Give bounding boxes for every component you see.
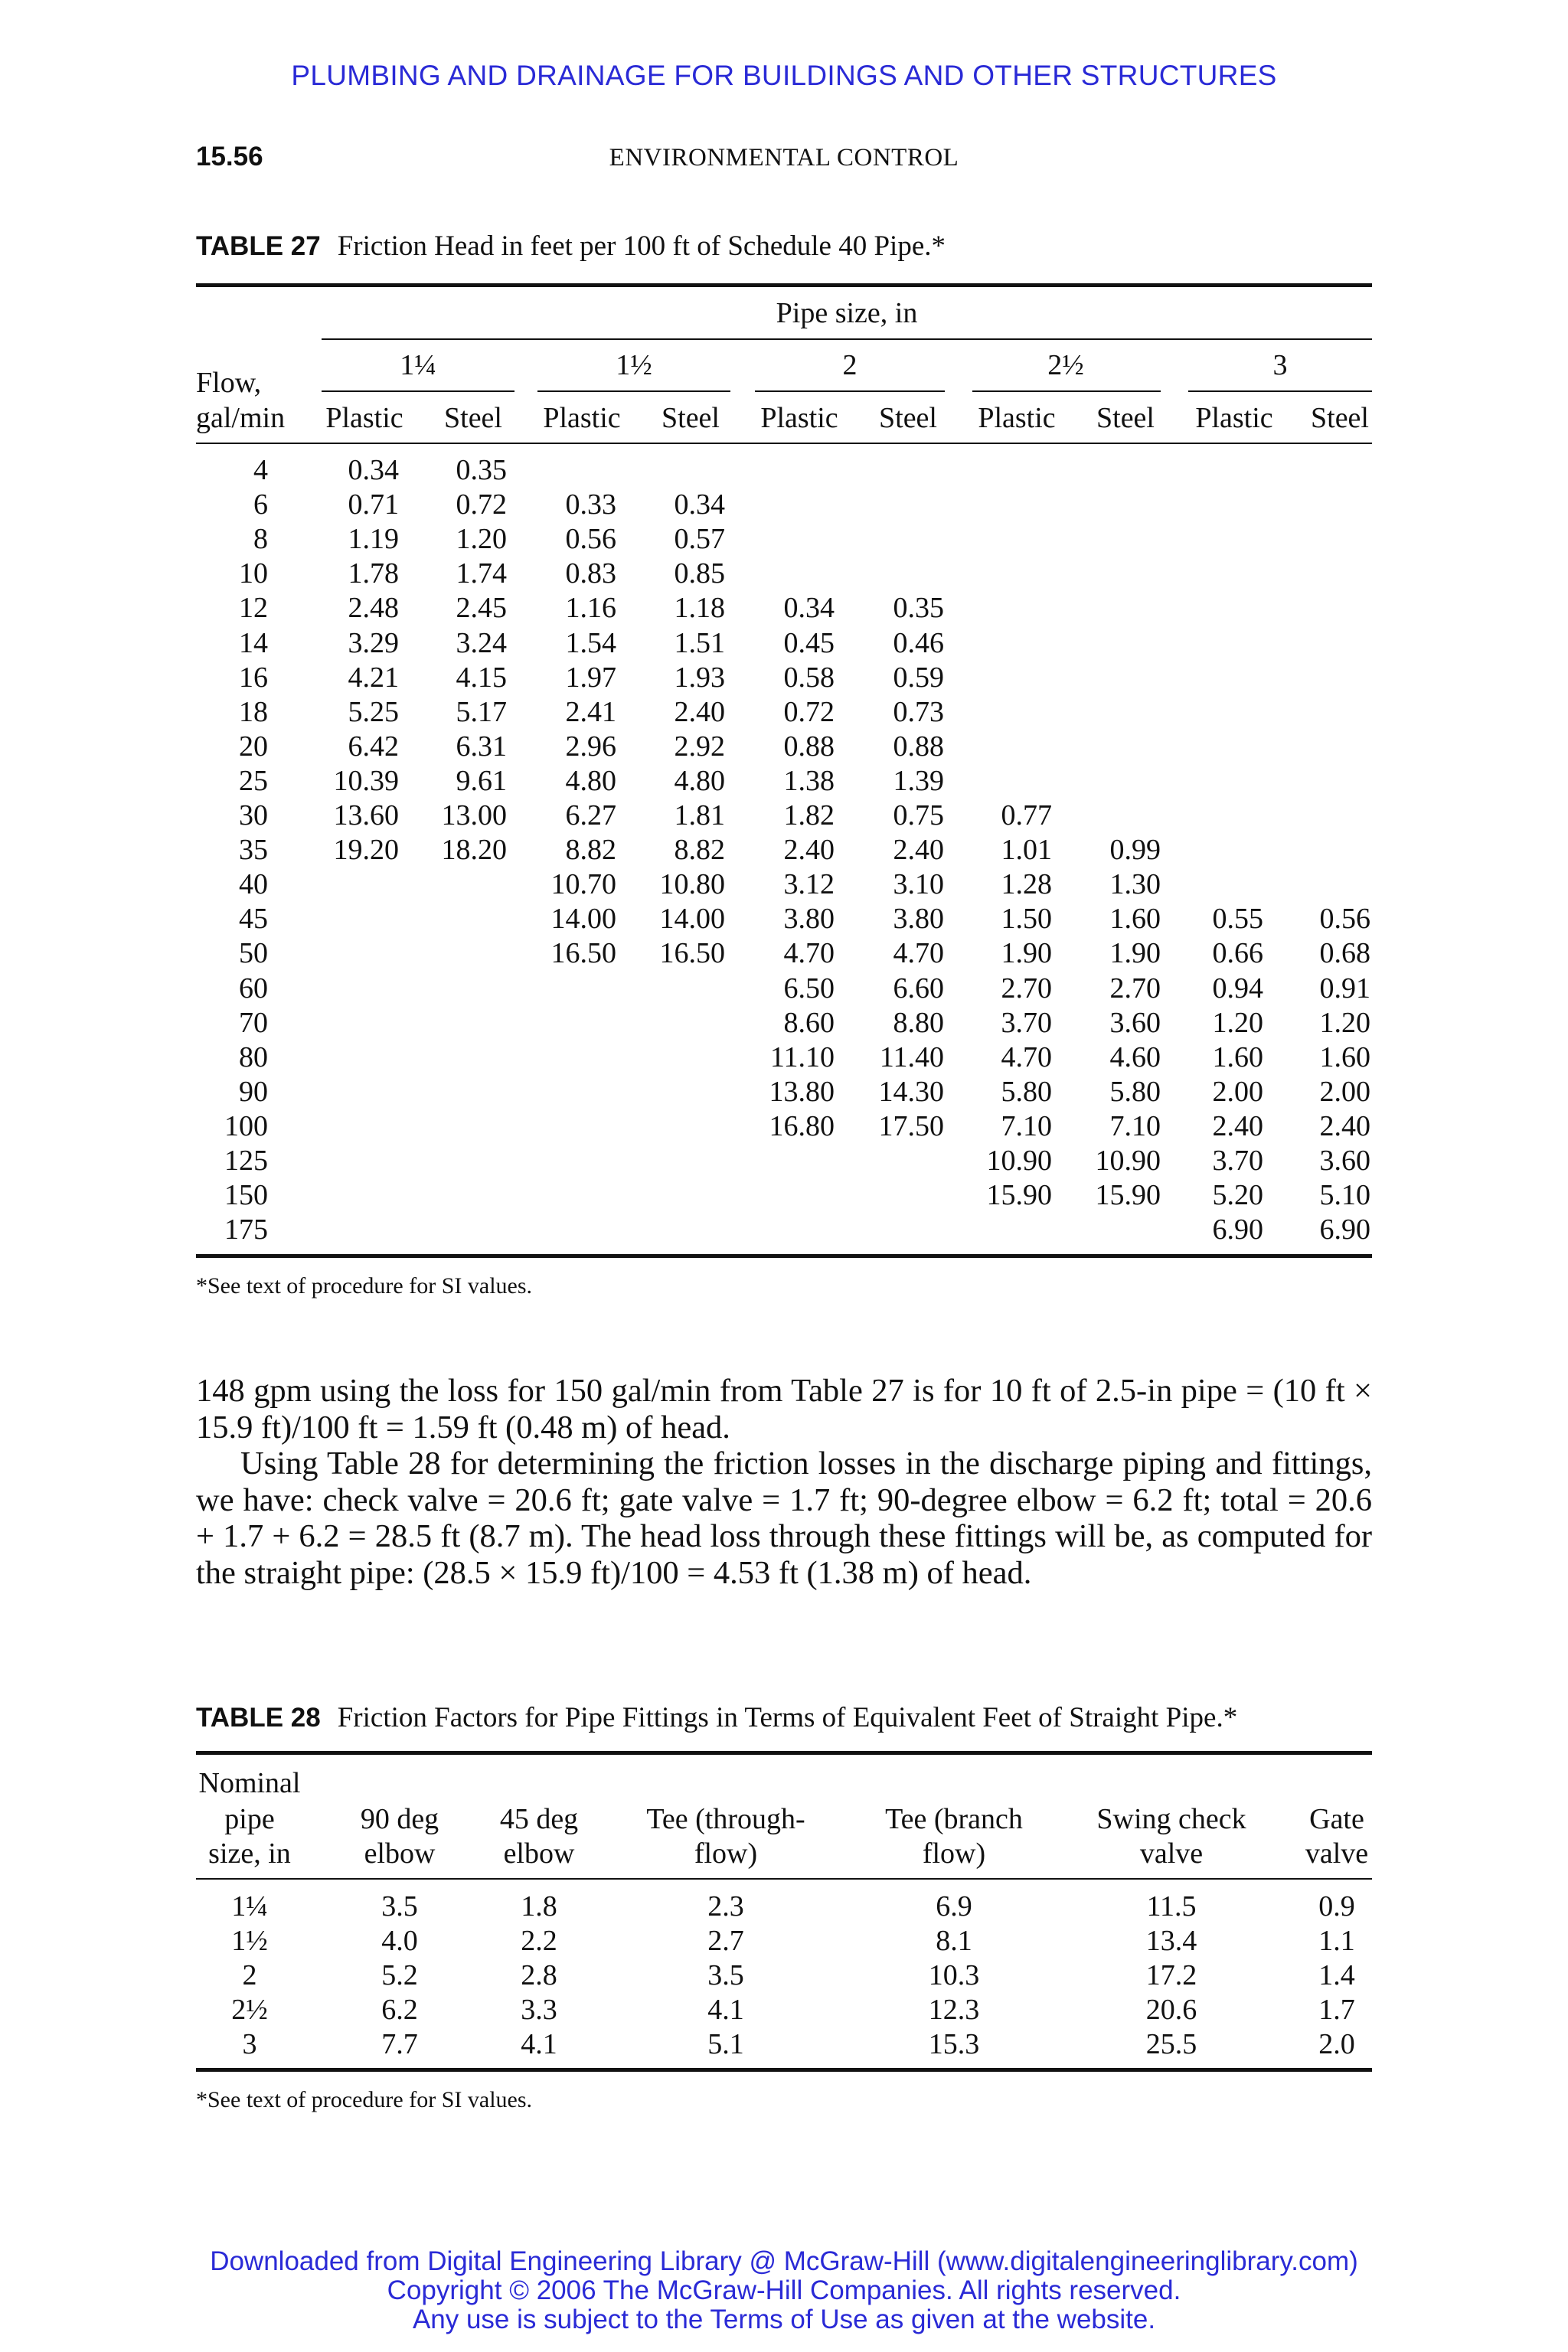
friction-value: 1.20 (1319, 1006, 1370, 1039)
flow-value: 80 (239, 1040, 268, 1073)
table-27-footnote: *See text of procedure for SI values. (196, 1273, 533, 1298)
table-27-title: Friction Head in feet per 100 ft of Schedule 40 Pipe.* (337, 230, 946, 262)
friction-value: 14.00 (659, 903, 725, 936)
table-28-title: Friction Factors for Pipe Fittings in Terms of Equivalent Feet of Straight Pipe.* (337, 1702, 1238, 1733)
friction-value: 1.60 (1319, 1040, 1370, 1073)
friction-value: 3.60 (1319, 1145, 1370, 1177)
friction-value: 5.25 (348, 695, 399, 728)
friction-value: 2.40 (674, 695, 725, 728)
equivalent-feet-value: 1.7 (1318, 1994, 1355, 2026)
friction-value: 1.20 (1212, 1006, 1263, 1039)
material-header: Plastic (760, 402, 838, 434)
friction-value: 0.75 (893, 799, 944, 831)
pipe-size-rule (1188, 390, 1372, 392)
friction-value: 0.34 (348, 454, 399, 486)
friction-value: 3.24 (456, 626, 507, 659)
column-header: valve (1305, 1838, 1369, 1870)
material-header: Plastic (325, 402, 403, 434)
material-header: Plastic (1195, 402, 1273, 434)
flow-value: 18 (239, 695, 268, 728)
friction-value: 0.72 (456, 488, 507, 521)
pipe-size-header: 2½ (1047, 349, 1084, 381)
equivalent-feet-value: 17.2 (1145, 1959, 1197, 1991)
friction-value: 1.51 (674, 626, 725, 659)
column-header: 45 deg (499, 1803, 579, 1835)
friction-value: 1.78 (348, 557, 399, 590)
friction-value: 4.70 (1001, 1040, 1052, 1073)
friction-value: 0.73 (893, 695, 944, 728)
friction-value: 6.90 (1212, 1214, 1263, 1246)
friction-value: 0.34 (783, 592, 835, 625)
friction-value: 1.82 (783, 799, 835, 831)
flow-value: 4 (253, 454, 268, 486)
column-header: flow) (922, 1838, 986, 1870)
spanner-header: Pipe size, in (776, 297, 918, 329)
equivalent-feet-value: 1.4 (1318, 1959, 1355, 1991)
friction-value: 2.70 (1001, 972, 1052, 1004)
running-head (196, 142, 1372, 180)
friction-value: 14.00 (550, 903, 616, 936)
flow-value: 10 (239, 557, 268, 590)
equivalent-feet-value: 12.3 (928, 1994, 980, 2026)
friction-value: 11.40 (879, 1040, 944, 1073)
friction-value: 0.72 (783, 695, 835, 728)
friction-value: 2.96 (565, 730, 616, 763)
friction-value: 1.18 (674, 592, 725, 625)
friction-value: 2.70 (1109, 972, 1161, 1004)
material-header: Steel (879, 402, 937, 434)
equivalent-feet-value: 4.1 (707, 1994, 744, 2026)
friction-value: 3.29 (348, 626, 399, 659)
friction-value: 0.46 (893, 626, 944, 659)
equivalent-feet-value: 2.8 (521, 1959, 557, 1991)
flow-value: 90 (239, 1075, 268, 1108)
friction-value: 6.31 (456, 730, 507, 763)
column-header: flow) (694, 1838, 758, 1870)
friction-value: 2.41 (565, 695, 616, 728)
friction-value: 1.54 (565, 626, 616, 659)
friction-value: 1.16 (565, 592, 616, 625)
friction-value: 2.00 (1319, 1075, 1370, 1108)
equivalent-feet-value: 11.5 (1146, 1890, 1197, 1922)
friction-value: 0.56 (565, 523, 616, 556)
friction-value: 0.83 (565, 557, 616, 590)
pipe-size-header: 2 (842, 349, 858, 381)
equivalent-feet-value: 2.3 (707, 1890, 744, 1922)
friction-value: 0.59 (893, 661, 944, 694)
flow-value: 40 (239, 868, 268, 901)
flow-value: 14 (239, 626, 268, 659)
material-header: Plastic (543, 402, 621, 434)
equivalent-feet-value: 13.4 (1145, 1925, 1197, 1957)
friction-value: 0.71 (348, 488, 399, 521)
flow-value: 25 (239, 764, 268, 797)
friction-value: 16.50 (659, 937, 725, 970)
pipe-size-header: 1½ (616, 349, 652, 381)
friction-value: 8.82 (674, 834, 725, 867)
table-27-top-rule (196, 283, 1372, 287)
flow-value: 60 (239, 972, 268, 1004)
friction-value: 0.35 (456, 454, 507, 486)
friction-value: 4.60 (1109, 1040, 1161, 1073)
equivalent-feet-value: 4.1 (521, 2028, 557, 2060)
table-27-caption (196, 230, 1372, 263)
material-header: Steel (662, 402, 720, 434)
equivalent-feet-value: 2.7 (707, 1925, 744, 1957)
pipe-size-rule (537, 390, 730, 392)
friction-value: 15.90 (1095, 1179, 1161, 1212)
friction-value: 0.88 (893, 730, 944, 763)
friction-value: 0.91 (1319, 972, 1370, 1004)
friction-value: 7.10 (1109, 1109, 1161, 1142)
equivalent-feet-value: 6.2 (381, 1994, 418, 2026)
friction-value: 10.70 (550, 868, 616, 901)
friction-value: 15.90 (986, 1179, 1052, 1212)
friction-value: 0.85 (674, 557, 725, 590)
equivalent-feet-value: 25.5 (1145, 2028, 1197, 2060)
spanner-rule (322, 338, 1372, 340)
friction-value: 10.90 (986, 1145, 1052, 1177)
table-28-number: TABLE 28 (196, 1703, 321, 1733)
paragraph: Using Table 28 for determining the friction losses in the discharge piping and fittings, we have: check valve = 20.6 ft; gate valve = 1.7 ft; 90-degree elbow = 6.2 ft; total = 20.6 + 1.7 + 6.2 = 28.5 ft (8.7 m). The head loss through these fittings will be, as computed for the straight pipe: (28.5 × 15.9 ft)/100 = 4.53 ft (1.38 m) of head. (196, 1446, 1372, 1591)
friction-value: 0.55 (1212, 903, 1263, 936)
friction-value: 1.93 (674, 661, 725, 694)
flow-value: 50 (239, 937, 268, 970)
flow-header: gal/min (196, 402, 286, 434)
friction-value: 5.10 (1319, 1179, 1370, 1212)
friction-value: 14.30 (878, 1075, 944, 1108)
flow-value: 35 (239, 834, 268, 867)
friction-value: 6.60 (893, 972, 944, 1004)
paragraph: 148 gpm using the loss for 150 gal/min from Table 27 is for 10 ft of 2.5-in pipe = (10 ft × 15.9 ft)/100 ft = 1.59 ft (0.48 m) of head. (196, 1373, 1372, 1446)
equivalent-feet-value: 20.6 (1145, 1994, 1197, 2026)
page-number: 15.56 (196, 142, 263, 172)
friction-value: 1.81 (674, 799, 725, 831)
pipe-size-value: 1½ (231, 1925, 268, 1957)
equivalent-feet-value: 3.5 (381, 1890, 418, 1922)
flow-value: 6 (253, 488, 268, 521)
friction-value: 0.33 (565, 488, 616, 521)
flow-value: 8 (253, 523, 268, 556)
friction-value: 8.60 (783, 1006, 835, 1039)
column-header: Gate (1309, 1803, 1364, 1835)
equivalent-feet-value: 7.7 (381, 2028, 418, 2060)
column-header: Tee (branch (885, 1803, 1023, 1835)
friction-value: 13.80 (769, 1075, 835, 1108)
flow-value: 100 (224, 1109, 268, 1142)
friction-value: 16.50 (550, 937, 616, 970)
material-header: Steel (1096, 402, 1155, 434)
friction-value: 3.80 (893, 903, 944, 936)
equivalent-feet-value: 8.1 (936, 1925, 972, 1957)
friction-value: 0.34 (674, 488, 725, 521)
friction-value: 1.60 (1109, 903, 1161, 936)
equivalent-feet-value: 5.2 (381, 1959, 418, 1991)
equivalent-feet-value: 1.1 (1318, 1925, 1355, 1957)
friction-value: 2.92 (674, 730, 725, 763)
friction-value: 6.27 (565, 799, 616, 831)
friction-value: 16.80 (769, 1109, 835, 1142)
friction-value: 3.70 (1212, 1145, 1263, 1177)
friction-value: 8.82 (565, 834, 616, 867)
friction-value: 2.45 (456, 592, 507, 625)
pipe-size-rule (972, 390, 1161, 392)
flow-value: 70 (239, 1006, 268, 1039)
friction-value: 0.56 (1319, 903, 1370, 936)
pipe-size-header: 1¼ (400, 349, 436, 381)
column-header: pipe (224, 1803, 275, 1835)
table-28-top-rule (196, 1751, 1372, 1755)
flow-value: 125 (224, 1145, 268, 1177)
friction-value: 1.28 (1001, 868, 1052, 901)
flow-value: 20 (239, 730, 268, 763)
friction-value: 0.35 (893, 592, 944, 625)
friction-value: 5.80 (1001, 1075, 1052, 1108)
friction-value: 0.58 (783, 661, 835, 694)
equivalent-feet-value: 3.3 (521, 1994, 557, 2026)
pipe-size-value: 2 (242, 1959, 257, 1991)
friction-value: 17.50 (878, 1109, 944, 1142)
column-header: Nominal (198, 1767, 301, 1799)
friction-value: 3.70 (1001, 1006, 1052, 1039)
equivalent-feet-value: 2.2 (521, 1925, 557, 1957)
friction-value: 3.60 (1109, 1006, 1161, 1039)
friction-value: 0.45 (783, 626, 835, 659)
flow-value: 12 (239, 592, 268, 625)
friction-value: 18.20 (441, 834, 507, 867)
book-title-banner: PLUMBING AND DRAINAGE FOR BUILDINGS AND OTHER STRUCTURES (291, 60, 1277, 91)
pipe-size-rule (755, 390, 945, 392)
friction-value: 4.80 (565, 764, 616, 797)
friction-value: 3.10 (893, 868, 944, 901)
friction-value: 1.38 (783, 764, 835, 797)
pipe-size-value: 3 (242, 2028, 257, 2060)
flow-value: 16 (239, 661, 268, 694)
download-footer (0, 2247, 1568, 2334)
pipe-size-value: 1¼ (231, 1890, 268, 1922)
equivalent-feet-value: 10.3 (928, 1959, 980, 1991)
pipe-size-value: 2½ (231, 1994, 268, 2026)
flow-header: Flow, (196, 367, 262, 399)
friction-value: 0.99 (1109, 834, 1161, 867)
friction-value: 1.97 (565, 661, 616, 694)
body-text (196, 1373, 1372, 1591)
material-header: Steel (444, 402, 502, 434)
column-header: Swing check (1096, 1803, 1246, 1835)
column-header: size, in (208, 1838, 291, 1870)
friction-value: 10.90 (1095, 1145, 1161, 1177)
pipe-size-rule (322, 390, 514, 392)
friction-value: 0.88 (783, 730, 835, 763)
friction-value: 2.00 (1212, 1075, 1263, 1108)
friction-value: 5.20 (1212, 1179, 1263, 1212)
friction-value: 8.80 (893, 1006, 944, 1039)
column-header: Tee (through- (646, 1803, 805, 1835)
friction-value: 6.90 (1319, 1214, 1370, 1246)
friction-value: 1.39 (893, 764, 944, 797)
table-28-bottom-rule (196, 2068, 1372, 2072)
friction-value: 0.77 (1001, 799, 1052, 831)
friction-value: 4.80 (674, 764, 725, 797)
friction-value: 0.68 (1319, 937, 1370, 970)
table-27-bottom-rule (196, 1254, 1372, 1258)
friction-value: 13.60 (333, 799, 399, 831)
flow-value: 150 (224, 1179, 268, 1212)
friction-value: 1.90 (1109, 937, 1161, 970)
friction-value: 1.74 (456, 557, 507, 590)
friction-value: 13.00 (441, 799, 507, 831)
friction-value: 11.10 (769, 1040, 835, 1073)
friction-value: 1.50 (1001, 903, 1052, 936)
equivalent-feet-value: 2.0 (1318, 2028, 1355, 2060)
friction-value: 9.61 (456, 764, 507, 797)
equivalent-feet-value: 0.9 (1318, 1890, 1355, 1922)
friction-value: 19.20 (333, 834, 399, 867)
column-header: elbow (364, 1838, 436, 1870)
friction-value: 1.30 (1109, 868, 1161, 901)
section-title: ENVIRONMENTAL CONTROL (609, 144, 959, 172)
friction-value: 4.70 (783, 937, 835, 970)
friction-value: 0.57 (674, 523, 725, 556)
friction-value: 1.20 (456, 523, 507, 556)
equivalent-feet-value: 1.8 (521, 1890, 557, 1922)
header-rule (196, 443, 1372, 444)
friction-value: 2.48 (348, 592, 399, 625)
friction-value: 2.40 (893, 834, 944, 867)
friction-value: 2.40 (1319, 1109, 1370, 1142)
pipe-size-header: 3 (1272, 349, 1288, 381)
equivalent-feet-value: 15.3 (928, 2028, 980, 2060)
footer-line: Any use is subject to the Terms of Use as given at the website. (412, 2305, 1156, 2334)
friction-value: 6.50 (783, 972, 835, 1004)
friction-value: 1.19 (348, 523, 399, 556)
flow-value: 175 (224, 1214, 268, 1246)
equivalent-feet-value: 3.5 (707, 1959, 744, 1991)
column-header: valve (1139, 1838, 1204, 1870)
equivalent-feet-value: 4.0 (381, 1925, 418, 1957)
friction-value: 1.60 (1212, 1040, 1263, 1073)
table-28-header-rule (196, 1878, 1372, 1880)
friction-value: 0.94 (1212, 972, 1263, 1004)
friction-value: 1.90 (1001, 937, 1052, 970)
equivalent-feet-value: 5.1 (707, 2028, 744, 2060)
column-header: 90 deg (360, 1803, 439, 1835)
friction-value: 4.70 (893, 937, 944, 970)
flow-value: 30 (239, 799, 268, 831)
table-28-caption (196, 1701, 1372, 1734)
friction-value: 3.12 (783, 868, 835, 901)
equivalent-feet-value: 6.9 (936, 1890, 972, 1922)
friction-value: 3.80 (783, 903, 835, 936)
friction-value: 2.40 (1212, 1109, 1263, 1142)
friction-value: 0.66 (1212, 937, 1263, 970)
flow-value: 45 (239, 903, 268, 936)
friction-value: 5.80 (1109, 1075, 1161, 1108)
friction-value: 10.80 (659, 868, 725, 901)
friction-value: 2.40 (783, 834, 835, 867)
friction-value: 4.21 (348, 661, 399, 694)
column-header: elbow (503, 1838, 575, 1870)
friction-value: 7.10 (1001, 1109, 1052, 1142)
friction-value: 5.17 (456, 695, 507, 728)
friction-value: 10.39 (333, 764, 399, 797)
table-27-number: TABLE 27 (196, 231, 321, 261)
footer-line: Copyright © 2006 The McGraw-Hill Companies. All rights reserved. (387, 2275, 1181, 2305)
table-28-footnote: *See text of procedure for SI values. (196, 2087, 533, 2112)
friction-value: 6.42 (348, 730, 399, 763)
material-header: Steel (1311, 402, 1369, 434)
footer-line: Downloaded from Digital Engineering Library @ McGraw-Hill (www.digitalengineeringlibrary.com) (210, 2246, 1358, 2276)
friction-value: 1.01 (1001, 834, 1052, 867)
material-header: Plastic (978, 402, 1056, 434)
friction-value: 4.15 (456, 661, 507, 694)
